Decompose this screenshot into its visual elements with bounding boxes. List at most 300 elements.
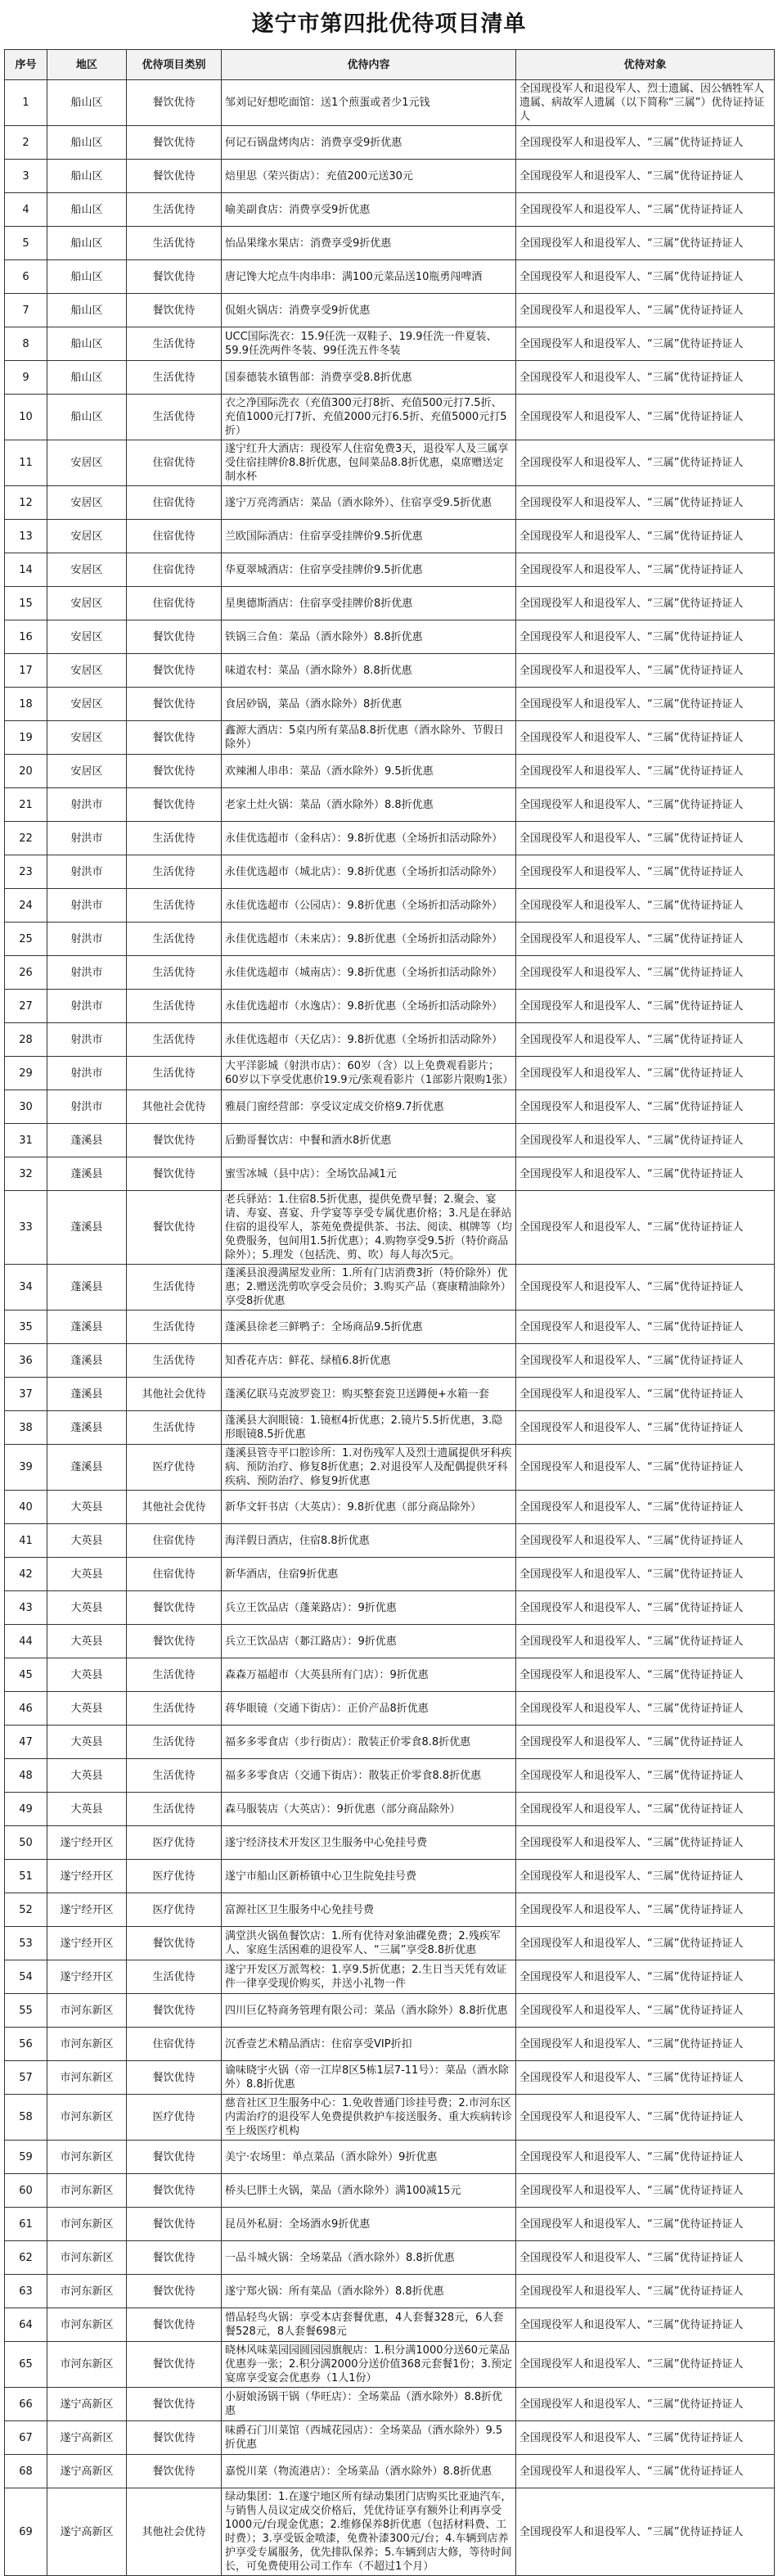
cell-content: 侃姐火锅店：消费享受9折优惠 xyxy=(222,294,516,327)
cell-target: 全国现役军人和退役军人、“三属”优待证持证人 xyxy=(516,2095,775,2141)
cell-region: 射洪市 xyxy=(47,990,127,1023)
table-row xyxy=(5,1860,775,1893)
cell-category: 医疗优待 xyxy=(127,1826,222,1860)
table-row xyxy=(5,990,775,1023)
table-row xyxy=(5,1625,775,1658)
cell-target: 全国现役军人和退役军人、烈士遗属、因公牺牲军人遗属、病故军人遗属（以下简称“三属”）优待证持证人 xyxy=(516,80,775,126)
table-row xyxy=(5,2275,775,2308)
cell-no: 3 xyxy=(5,160,47,193)
table-row xyxy=(5,2488,775,2576)
cell-category: 餐饮优待 xyxy=(127,620,222,654)
table-row xyxy=(5,1558,775,1591)
table-row xyxy=(5,2241,775,2275)
cell-category: 生活优待 xyxy=(127,855,222,889)
cell-no: 4 xyxy=(5,193,47,227)
cell-region: 安居区 xyxy=(47,620,127,654)
cell-category: 生活优待 xyxy=(127,923,222,956)
cell-no: 18 xyxy=(5,688,47,721)
cell-region: 安居区 xyxy=(47,688,127,721)
cell-no: 25 xyxy=(5,923,47,956)
cell-content: 永佳优选超市（未来店）：9.8折优惠（全场折扣活动除外） xyxy=(222,923,516,956)
table-row xyxy=(5,327,775,361)
cell-content: 蓬溪县管寺平口腔诊所：1.对伤残军人及烈士遗属提供牙科疾病、预防治疗、修复8折优惠；2.对退役军人及配偶提供牙科疾病、预防治疗、修复9折优惠 xyxy=(222,1445,516,1491)
cell-target: 全国现役军人和退役军人、“三属”优待证持证人 xyxy=(516,1960,775,1994)
cell-target: 全国现役军人和退役军人、“三属”优待证持证人 xyxy=(516,1090,775,1124)
cell-region: 遂宁高新区 xyxy=(47,2388,127,2421)
table-row xyxy=(5,260,775,294)
table-row xyxy=(5,1191,775,1265)
cell-content: 晓林风味菜园园圆园园旗舰店：1.积分满1000分送60元菜品优惠券一张；2.积分满2000分送价值368元套餐1份；3.预定宴席享受宴会优惠券（1人1份） xyxy=(222,2342,516,2388)
table-row xyxy=(5,587,775,620)
cell-region: 蓬溪县 xyxy=(47,1311,127,1344)
cell-category: 餐饮优待 xyxy=(127,788,222,822)
cell-category: 餐饮优待 xyxy=(127,80,222,126)
cell-no: 43 xyxy=(5,1591,47,1625)
cell-target: 全国现役军人和退役军人、“三属”优待证持证人 xyxy=(516,1191,775,1265)
cell-region: 遂宁经开区 xyxy=(47,1927,127,1960)
cell-category: 餐饮优待 xyxy=(127,2061,222,2095)
cell-target: 全国现役军人和退役军人、“三属”优待证持证人 xyxy=(516,2241,775,2275)
cell-no: 14 xyxy=(5,553,47,587)
cell-no: 54 xyxy=(5,1960,47,1994)
cell-category: 餐饮优待 xyxy=(127,1157,222,1191)
cell-target: 全国现役军人和退役军人、“三属”优待证持证人 xyxy=(516,855,775,889)
cell-category: 餐饮优待 xyxy=(127,1124,222,1157)
cell-no: 26 xyxy=(5,956,47,990)
cell-region: 大英县 xyxy=(47,1524,127,1558)
cell-no: 23 xyxy=(5,855,47,889)
cell-target: 全国现役军人和退役军人、“三属”优待证持证人 xyxy=(516,822,775,855)
cell-target: 全国现役军人和退役军人、“三属”优待证持证人 xyxy=(516,1726,775,1759)
cell-target: 全国现役军人和退役军人、“三属”优待证持证人 xyxy=(516,1625,775,1658)
cell-region: 大英县 xyxy=(47,1759,127,1793)
cell-no: 34 xyxy=(5,1265,47,1311)
header-region: 地区 xyxy=(47,50,127,80)
cell-region: 市河东新区 xyxy=(47,2028,127,2061)
cell-content: 国泰德装水镇售部：消费享受8.8折优惠 xyxy=(222,361,516,395)
cell-no: 44 xyxy=(5,1625,47,1658)
cell-category: 生活优待 xyxy=(127,1057,222,1090)
cell-region: 船山区 xyxy=(47,126,127,160)
cell-no: 7 xyxy=(5,294,47,327)
cell-content: 慈音社区卫生服务中心：1.免收普通门诊挂号费；2.市河东区内需治疗的退役军人免费提供救护车接送服务、重大疾病转诊至上级医疗机构 xyxy=(222,2095,516,2141)
cell-content: 喻美副食店：消费享受9折优惠 xyxy=(222,193,516,227)
cell-target: 全国现役军人和退役军人、“三属”优待证持证人 xyxy=(516,1157,775,1191)
page-title: 遂宁市第四批优待项目清单 xyxy=(251,11,527,37)
cell-category: 住宿优待 xyxy=(127,553,222,587)
cell-region: 市河东新区 xyxy=(47,2308,127,2342)
cell-target: 全国现役军人和退役军人、“三属”优待证持证人 xyxy=(516,294,775,327)
table-row xyxy=(5,822,775,855)
cell-target: 全国现役军人和退役军人、“三属”优待证持证人 xyxy=(516,587,775,620)
cell-region: 蓬溪县 xyxy=(47,1378,127,1411)
table-row xyxy=(5,1658,775,1692)
cell-no: 58 xyxy=(5,2095,47,2141)
cell-target: 全国现役军人和退役军人、“三属”优待证持证人 xyxy=(516,2208,775,2241)
table-row xyxy=(5,1378,775,1411)
cell-category: 生活优待 xyxy=(127,1265,222,1311)
cell-no: 49 xyxy=(5,1793,47,1826)
cell-target: 全国现役军人和退役军人、“三属”优待证持证人 xyxy=(516,923,775,956)
table-row xyxy=(5,1124,775,1157)
table-row xyxy=(5,923,775,956)
cell-content: 鑫源大酒店：5桌内所有菜品8.8折优惠（酒水除外、节假日除外） xyxy=(222,721,516,755)
table-row xyxy=(5,227,775,260)
cell-no: 20 xyxy=(5,755,47,788)
cell-content: 蓬溪县大润眼镜：1.镜框4折优惠；2.镜片5.5折优惠，3.隐形眼镜8.5折优惠 xyxy=(222,1411,516,1445)
table-row xyxy=(5,688,775,721)
cell-no: 1 xyxy=(5,80,47,126)
cell-no: 67 xyxy=(5,2421,47,2455)
cell-content: 永佳优选超市（水逸店）：9.8折优惠（全场折扣活动除外） xyxy=(222,990,516,1023)
cell-target: 全国现役军人和退役军人、“三属”优待证持证人 xyxy=(516,755,775,788)
cell-category: 餐饮优待 xyxy=(127,721,222,755)
cell-region: 射洪市 xyxy=(47,923,127,956)
cell-region: 大英县 xyxy=(47,1558,127,1591)
cell-target: 全国现役军人和退役军人、“三属”优待证持证人 xyxy=(516,553,775,587)
cell-category: 生活优待 xyxy=(127,1726,222,1759)
cell-region: 蓬溪县 xyxy=(47,1191,127,1265)
cell-target: 全国现役军人和退役军人、“三属”优待证持证人 xyxy=(516,1692,775,1726)
cell-no: 31 xyxy=(5,1124,47,1157)
cell-category: 生活优待 xyxy=(127,1658,222,1692)
table-row xyxy=(5,755,775,788)
table-row xyxy=(5,2388,775,2421)
cell-target: 全国现役军人和退役军人、“三属”优待证持证人 xyxy=(516,2308,775,2342)
cell-target: 全国现役军人和退役军人、“三属”优待证持证人 xyxy=(516,520,775,553)
cell-no: 42 xyxy=(5,1558,47,1591)
cell-region: 射洪市 xyxy=(47,1023,127,1057)
table-row xyxy=(5,1311,775,1344)
table-row xyxy=(5,1726,775,1759)
table-row xyxy=(5,1826,775,1860)
table-row xyxy=(5,2095,775,2141)
cell-category: 住宿优待 xyxy=(127,486,222,520)
cell-region: 船山区 xyxy=(47,80,127,126)
cell-content: 小厨娘汤锅干锅（华旺店）：全场菜品（酒水除外）8.8折优惠 xyxy=(222,2388,516,2421)
cell-no: 37 xyxy=(5,1378,47,1411)
cell-content: 唐记馋大坨点牛肉串串：满100元菜品送10瓶勇闯啤酒 xyxy=(222,260,516,294)
cell-target: 全国现役军人和退役军人、“三属”优待证持证人 xyxy=(516,889,775,923)
cell-category: 餐饮优待 xyxy=(127,755,222,788)
cell-category: 医疗优待 xyxy=(127,1445,222,1491)
table-row xyxy=(5,1793,775,1826)
table-row xyxy=(5,2028,775,2061)
cell-category: 餐饮优待 xyxy=(127,2342,222,2388)
cell-target: 全国现役军人和退役军人、“三属”优待证持证人 xyxy=(516,990,775,1023)
cell-no: 68 xyxy=(5,2455,47,2488)
cell-no: 27 xyxy=(5,990,47,1023)
cell-content: 永佳优选超市（公园店）：9.8折优惠（全场折扣活动除外） xyxy=(222,889,516,923)
cell-target: 全国现役军人和退役军人、“三属”优待证持证人 xyxy=(516,2174,775,2208)
cell-category: 生活优待 xyxy=(127,990,222,1023)
cell-no: 61 xyxy=(5,2208,47,2241)
cell-target: 全国现役军人和退役军人、“三属”优待证持证人 xyxy=(516,2141,775,2174)
cell-content: 桥头巳胖土火锅，菜品（酒水除外）满100减15元 xyxy=(222,2174,516,2208)
cell-no: 16 xyxy=(5,620,47,654)
table-row xyxy=(5,520,775,553)
cell-category: 住宿优待 xyxy=(127,440,222,486)
cell-target: 全国现役军人和退役军人、“三属”优待证持证人 xyxy=(516,1491,775,1524)
header-no: 序号 xyxy=(5,50,47,80)
cell-content: 兵立王饮品店（郪江路店）：9折优惠 xyxy=(222,1625,516,1658)
cell-no: 2 xyxy=(5,126,47,160)
cell-category: 餐饮优待 xyxy=(127,2241,222,2275)
cell-region: 射洪市 xyxy=(47,956,127,990)
table-row xyxy=(5,1759,775,1793)
cell-target: 全国现役军人和退役军人、“三属”优待证持证人 xyxy=(516,1411,775,1445)
cell-content: 遂宁开发区万派驾校：1.享9.5折优惠；2.生日当天凭有效证件一律享受现价购买，并送小礼物一件 xyxy=(222,1960,516,1994)
cell-content: 焙里思（荣兴街店）：充值200元送30元 xyxy=(222,160,516,193)
cell-target: 全国现役军人和退役军人、“三属”优待证持证人 xyxy=(516,227,775,260)
table-row xyxy=(5,1893,775,1927)
table-row xyxy=(5,2342,775,2388)
cell-category: 餐饮优待 xyxy=(127,2141,222,2174)
table-row xyxy=(5,440,775,486)
cell-content: UCC国际洗衣：15.9任洗一双鞋子、19.9任洗一件夏装、59.9任洗两件冬装、99任洗五件冬装 xyxy=(222,327,516,361)
cell-region: 大英县 xyxy=(47,1726,127,1759)
table-row xyxy=(5,1057,775,1090)
cell-target: 全国现役军人和退役军人、“三属”优待证持证人 xyxy=(516,440,775,486)
table-row xyxy=(5,1090,775,1124)
cell-no: 65 xyxy=(5,2342,47,2388)
cell-region: 船山区 xyxy=(47,227,127,260)
cell-no: 9 xyxy=(5,361,47,395)
cell-target: 全国现役军人和退役军人、“三属”优待证持证人 xyxy=(516,2421,775,2455)
cell-content: 何记石锅盘烤肉店：消费享受9折优惠 xyxy=(222,126,516,160)
cell-target: 全国现役军人和退役军人、“三属”优待证持证人 xyxy=(516,1344,775,1378)
cell-target: 全国现役军人和退役军人、“三属”优待证持证人 xyxy=(516,1793,775,1826)
cell-region: 蓬溪县 xyxy=(47,1445,127,1491)
cell-target: 全国现役军人和退役军人、“三属”优待证持证人 xyxy=(516,1893,775,1927)
cell-no: 69 xyxy=(5,2488,47,2576)
cell-category: 餐饮优待 xyxy=(127,2208,222,2241)
cell-region: 大英县 xyxy=(47,1591,127,1625)
table-row xyxy=(5,486,775,520)
cell-target: 全国现役军人和退役军人、“三属”优待证持证人 xyxy=(516,193,775,227)
table-row xyxy=(5,2455,775,2488)
cell-region: 安居区 xyxy=(47,553,127,587)
cell-region: 蓬溪县 xyxy=(47,1124,127,1157)
cell-region: 船山区 xyxy=(47,260,127,294)
cell-target: 全国现役军人和退役军人、“三属”优待证持证人 xyxy=(516,956,775,990)
cell-target: 全国现役军人和退役军人、“三属”优待证持证人 xyxy=(516,160,775,193)
cell-no: 56 xyxy=(5,2028,47,2061)
cell-no: 52 xyxy=(5,1893,47,1927)
header-content: 优待内容 xyxy=(222,50,516,80)
cell-no: 62 xyxy=(5,2241,47,2275)
cell-content: 永佳优选超市（城南店）：9.8折优惠（全场折扣活动除外） xyxy=(222,956,516,990)
cell-content: 欢辣湘人串串：菜品（酒水除外）9.5折优惠 xyxy=(222,755,516,788)
cell-region: 船山区 xyxy=(47,395,127,440)
table-row xyxy=(5,2174,775,2208)
cell-category: 餐饮优待 xyxy=(127,2455,222,2488)
cell-region: 安居区 xyxy=(47,654,127,688)
cell-region: 遂宁经开区 xyxy=(47,1860,127,1893)
table-row xyxy=(5,1994,775,2028)
cell-category: 餐饮优待 xyxy=(127,2388,222,2421)
cell-content: 新华文轩书店（大英店）：9.8折优惠（部分商品除外） xyxy=(222,1491,516,1524)
cell-category: 餐饮优待 xyxy=(127,1994,222,2028)
cell-region: 射洪市 xyxy=(47,1090,127,1124)
table-row xyxy=(5,2061,775,2095)
table-row xyxy=(5,1265,775,1311)
cell-region: 射洪市 xyxy=(47,788,127,822)
cell-target: 全国现役军人和退役军人、“三属”优待证持证人 xyxy=(516,1524,775,1558)
table-row xyxy=(5,1344,775,1378)
cell-no: 64 xyxy=(5,2308,47,2342)
cell-region: 市河东新区 xyxy=(47,2208,127,2241)
cell-content: 遂宁郑火锅：所有菜品（酒水除外）8.8折优惠 xyxy=(222,2275,516,2308)
cell-category: 医疗优待 xyxy=(127,1860,222,1893)
table-row xyxy=(5,126,775,160)
cell-category: 餐饮优待 xyxy=(127,1625,222,1658)
cell-region: 安居区 xyxy=(47,587,127,620)
table-row xyxy=(5,1023,775,1057)
cell-content: 蓬溪亿联马克波罗瓷卫：购买整套瓷卫送蹲便+水箱一套 xyxy=(222,1378,516,1411)
cell-category: 生活优待 xyxy=(127,1692,222,1726)
cell-category: 生活优待 xyxy=(127,395,222,440)
cell-region: 大英县 xyxy=(47,1793,127,1826)
cell-category: 生活优待 xyxy=(127,889,222,923)
cell-region: 船山区 xyxy=(47,327,127,361)
cell-content: 遂宁红升大酒店：现役军人住宿免费3天，退役军人及三属享受住宿挂牌价8.8折优惠，包间菜品8.8折优惠，桌席赠送定制水杯 xyxy=(222,440,516,486)
cell-category: 生活优待 xyxy=(127,956,222,990)
cell-category: 生活优待 xyxy=(127,1023,222,1057)
cell-no: 28 xyxy=(5,1023,47,1057)
cell-target: 全国现役军人和退役军人、“三属”优待证持证人 xyxy=(516,2488,775,2576)
cell-target: 全国现役军人和退役军人、“三属”优待证持证人 xyxy=(516,1591,775,1625)
cell-target: 全国现役军人和退役军人、“三属”优待证持证人 xyxy=(516,1994,775,2028)
cell-category: 住宿优待 xyxy=(127,520,222,553)
cell-target: 全国现役军人和退役军人、“三属”优待证持证人 xyxy=(516,2388,775,2421)
table-row xyxy=(5,294,775,327)
cell-category: 餐饮优待 xyxy=(127,2275,222,2308)
table-row xyxy=(5,1927,775,1960)
cell-region: 市河东新区 xyxy=(47,2141,127,2174)
cell-no: 24 xyxy=(5,889,47,923)
cell-no: 53 xyxy=(5,1927,47,1960)
cell-region: 船山区 xyxy=(47,193,127,227)
cell-content: 遂宁市船山区新桥镇中心卫生院免挂号费 xyxy=(222,1860,516,1893)
cell-category: 餐饮优待 xyxy=(127,688,222,721)
cell-region: 蓬溪县 xyxy=(47,1344,127,1378)
cell-category: 餐饮优待 xyxy=(127,260,222,294)
cell-content: 永佳优选超市（城北店）：9.8折优惠（全场折扣活动除外） xyxy=(222,855,516,889)
cell-region: 蓬溪县 xyxy=(47,1265,127,1311)
cell-region: 安居区 xyxy=(47,755,127,788)
cell-no: 11 xyxy=(5,440,47,486)
table-row xyxy=(5,361,775,395)
cell-region: 射洪市 xyxy=(47,822,127,855)
cell-no: 15 xyxy=(5,587,47,620)
table-row xyxy=(5,1960,775,1994)
cell-no: 5 xyxy=(5,227,47,260)
cell-no: 30 xyxy=(5,1090,47,1124)
cell-no: 66 xyxy=(5,2388,47,2421)
cell-target: 全国现役军人和退役军人、“三属”优待证持证人 xyxy=(516,1265,775,1311)
table-row xyxy=(5,1411,775,1445)
cell-no: 6 xyxy=(5,260,47,294)
cell-target: 全国现役军人和退役军人、“三属”优待证持证人 xyxy=(516,1860,775,1893)
cell-region: 遂宁高新区 xyxy=(47,2455,127,2488)
cell-content: 味道农村：菜品（酒水除外）8.8折优惠 xyxy=(222,654,516,688)
cell-no: 17 xyxy=(5,654,47,688)
cell-no: 22 xyxy=(5,822,47,855)
cell-category: 生活优待 xyxy=(127,193,222,227)
cell-region: 安居区 xyxy=(47,440,127,486)
cell-category: 住宿优待 xyxy=(127,1558,222,1591)
cell-region: 安居区 xyxy=(47,486,127,520)
cell-target: 全国现役军人和退役军人、“三属”优待证持证人 xyxy=(516,1445,775,1491)
cell-target: 全国现役军人和退役军人、“三属”优待证持证人 xyxy=(516,1658,775,1692)
cell-category: 生活优待 xyxy=(127,1344,222,1378)
cell-category: 生活优待 xyxy=(127,1793,222,1826)
table-row xyxy=(5,855,775,889)
cell-category: 住宿优待 xyxy=(127,587,222,620)
cell-region: 蓬溪县 xyxy=(47,1157,127,1191)
cell-content: 味爵石门川菜馆（西城花园店）：全场菜品（酒水除外）9.5折优惠 xyxy=(222,2421,516,2455)
cell-target: 全国现役军人和退役军人、“三属”优待证持证人 xyxy=(516,395,775,440)
cell-category: 生活优待 xyxy=(127,361,222,395)
cell-content: 蓬溪县浪漫满屋发业所：1.所有门店消费3折（特价除外）优惠；2.赠送洗剪吹享受会员价；3.购买产品（赛康精油除外）享受8折优惠 xyxy=(222,1265,516,1311)
cell-content: 永佳优选超市（天亿店）：9.8折优惠（全场折扣活动除外） xyxy=(222,1023,516,1057)
cell-content: 怡品果缘水果店：消费享受9折优惠 xyxy=(222,227,516,260)
cell-region: 遂宁经开区 xyxy=(47,1893,127,1927)
cell-category: 餐饮优待 xyxy=(127,294,222,327)
cell-content: 华夏翠城酒店：住宿享受挂牌价9.5折优惠 xyxy=(222,553,516,587)
cell-content: 沉香壹艺术精品酒店：住宿享受VIP折扣 xyxy=(222,2028,516,2061)
table-row xyxy=(5,160,775,193)
cell-content: 衣之净国际洗衣（充值300元打8折、充值500元打7.5折、充值1000元打7折、充值2000元打6.5折、充值5000元打5折） xyxy=(222,395,516,440)
cell-content: 老兵驿站：1.住宿8.5折优惠，提供免费早餐；2.聚会、宴请、寿宴、喜宴、升学宴等享受专属优惠价格；3.凡是在驿站住宿的退役军人，茶苑免费提供茶、书法、阅读、棋牌等（均免费服务，包间用1.5折优惠）；4.购物享受9.5折（特价商品除外）；5.理发（包括洗、剪、吹）每人每次5元。 xyxy=(222,1191,516,1265)
cell-target: 全国现役军人和退役军人、“三属”优待证持证人 xyxy=(516,1759,775,1793)
table-row xyxy=(5,1591,775,1625)
cell-content: 雅晨门窗经营部：享受议定成交价格9.7折优惠 xyxy=(222,1090,516,1124)
cell-category: 餐饮优待 xyxy=(127,654,222,688)
cell-content: 遂宁经济技术开发区卫生服务中心免挂号费 xyxy=(222,1826,516,1860)
cell-no: 46 xyxy=(5,1692,47,1726)
cell-region: 射洪市 xyxy=(47,855,127,889)
cell-no: 59 xyxy=(5,2141,47,2174)
cell-target: 全国现役军人和退役军人、“三属”优待证持证人 xyxy=(516,1378,775,1411)
cell-no: 13 xyxy=(5,520,47,553)
cell-content: 森马服装店（大英店）：9折优惠（部分商品除外） xyxy=(222,1793,516,1826)
cell-content: 昆员外私厨：全场酒水9折优惠 xyxy=(222,2208,516,2241)
cell-no: 33 xyxy=(5,1191,47,1265)
cell-no: 39 xyxy=(5,1445,47,1491)
cell-content: 新华酒店，住宿9折优惠 xyxy=(222,1558,516,1591)
cell-content: 嘉悦川菜（物流港店）：全场菜品（酒水除外）8.8折优惠 xyxy=(222,2455,516,2488)
table-row xyxy=(5,788,775,822)
cell-category: 医疗优待 xyxy=(127,2095,222,2141)
cell-no: 29 xyxy=(5,1057,47,1090)
cell-region: 遂宁高新区 xyxy=(47,2421,127,2455)
cell-no: 12 xyxy=(5,486,47,520)
cell-region: 市河东新区 xyxy=(47,2275,127,2308)
cell-category: 生活优待 xyxy=(127,327,222,361)
table-row xyxy=(5,1692,775,1726)
cell-content: 大平洋影城（射洪市店）：60岁（含）以上免费观看影片；60岁以下享受优惠价19.9元/张观看影片（1部影片限购1张） xyxy=(222,1057,516,1090)
cell-region: 市河东新区 xyxy=(47,1994,127,2028)
cell-content: 谕味晓宇火锅（帝一江岸8区5栋1层7-11号）：菜品（酒水除外）8.8折优惠 xyxy=(222,2061,516,2095)
header-target: 优待对象 xyxy=(516,50,775,80)
cell-no: 36 xyxy=(5,1344,47,1378)
cell-target: 全国现役军人和退役军人、“三属”优待证持证人 xyxy=(516,126,775,160)
cell-target: 全国现役军人和退役军人、“三属”优待证持证人 xyxy=(516,1023,775,1057)
cell-region: 安居区 xyxy=(47,520,127,553)
cell-no: 47 xyxy=(5,1726,47,1759)
